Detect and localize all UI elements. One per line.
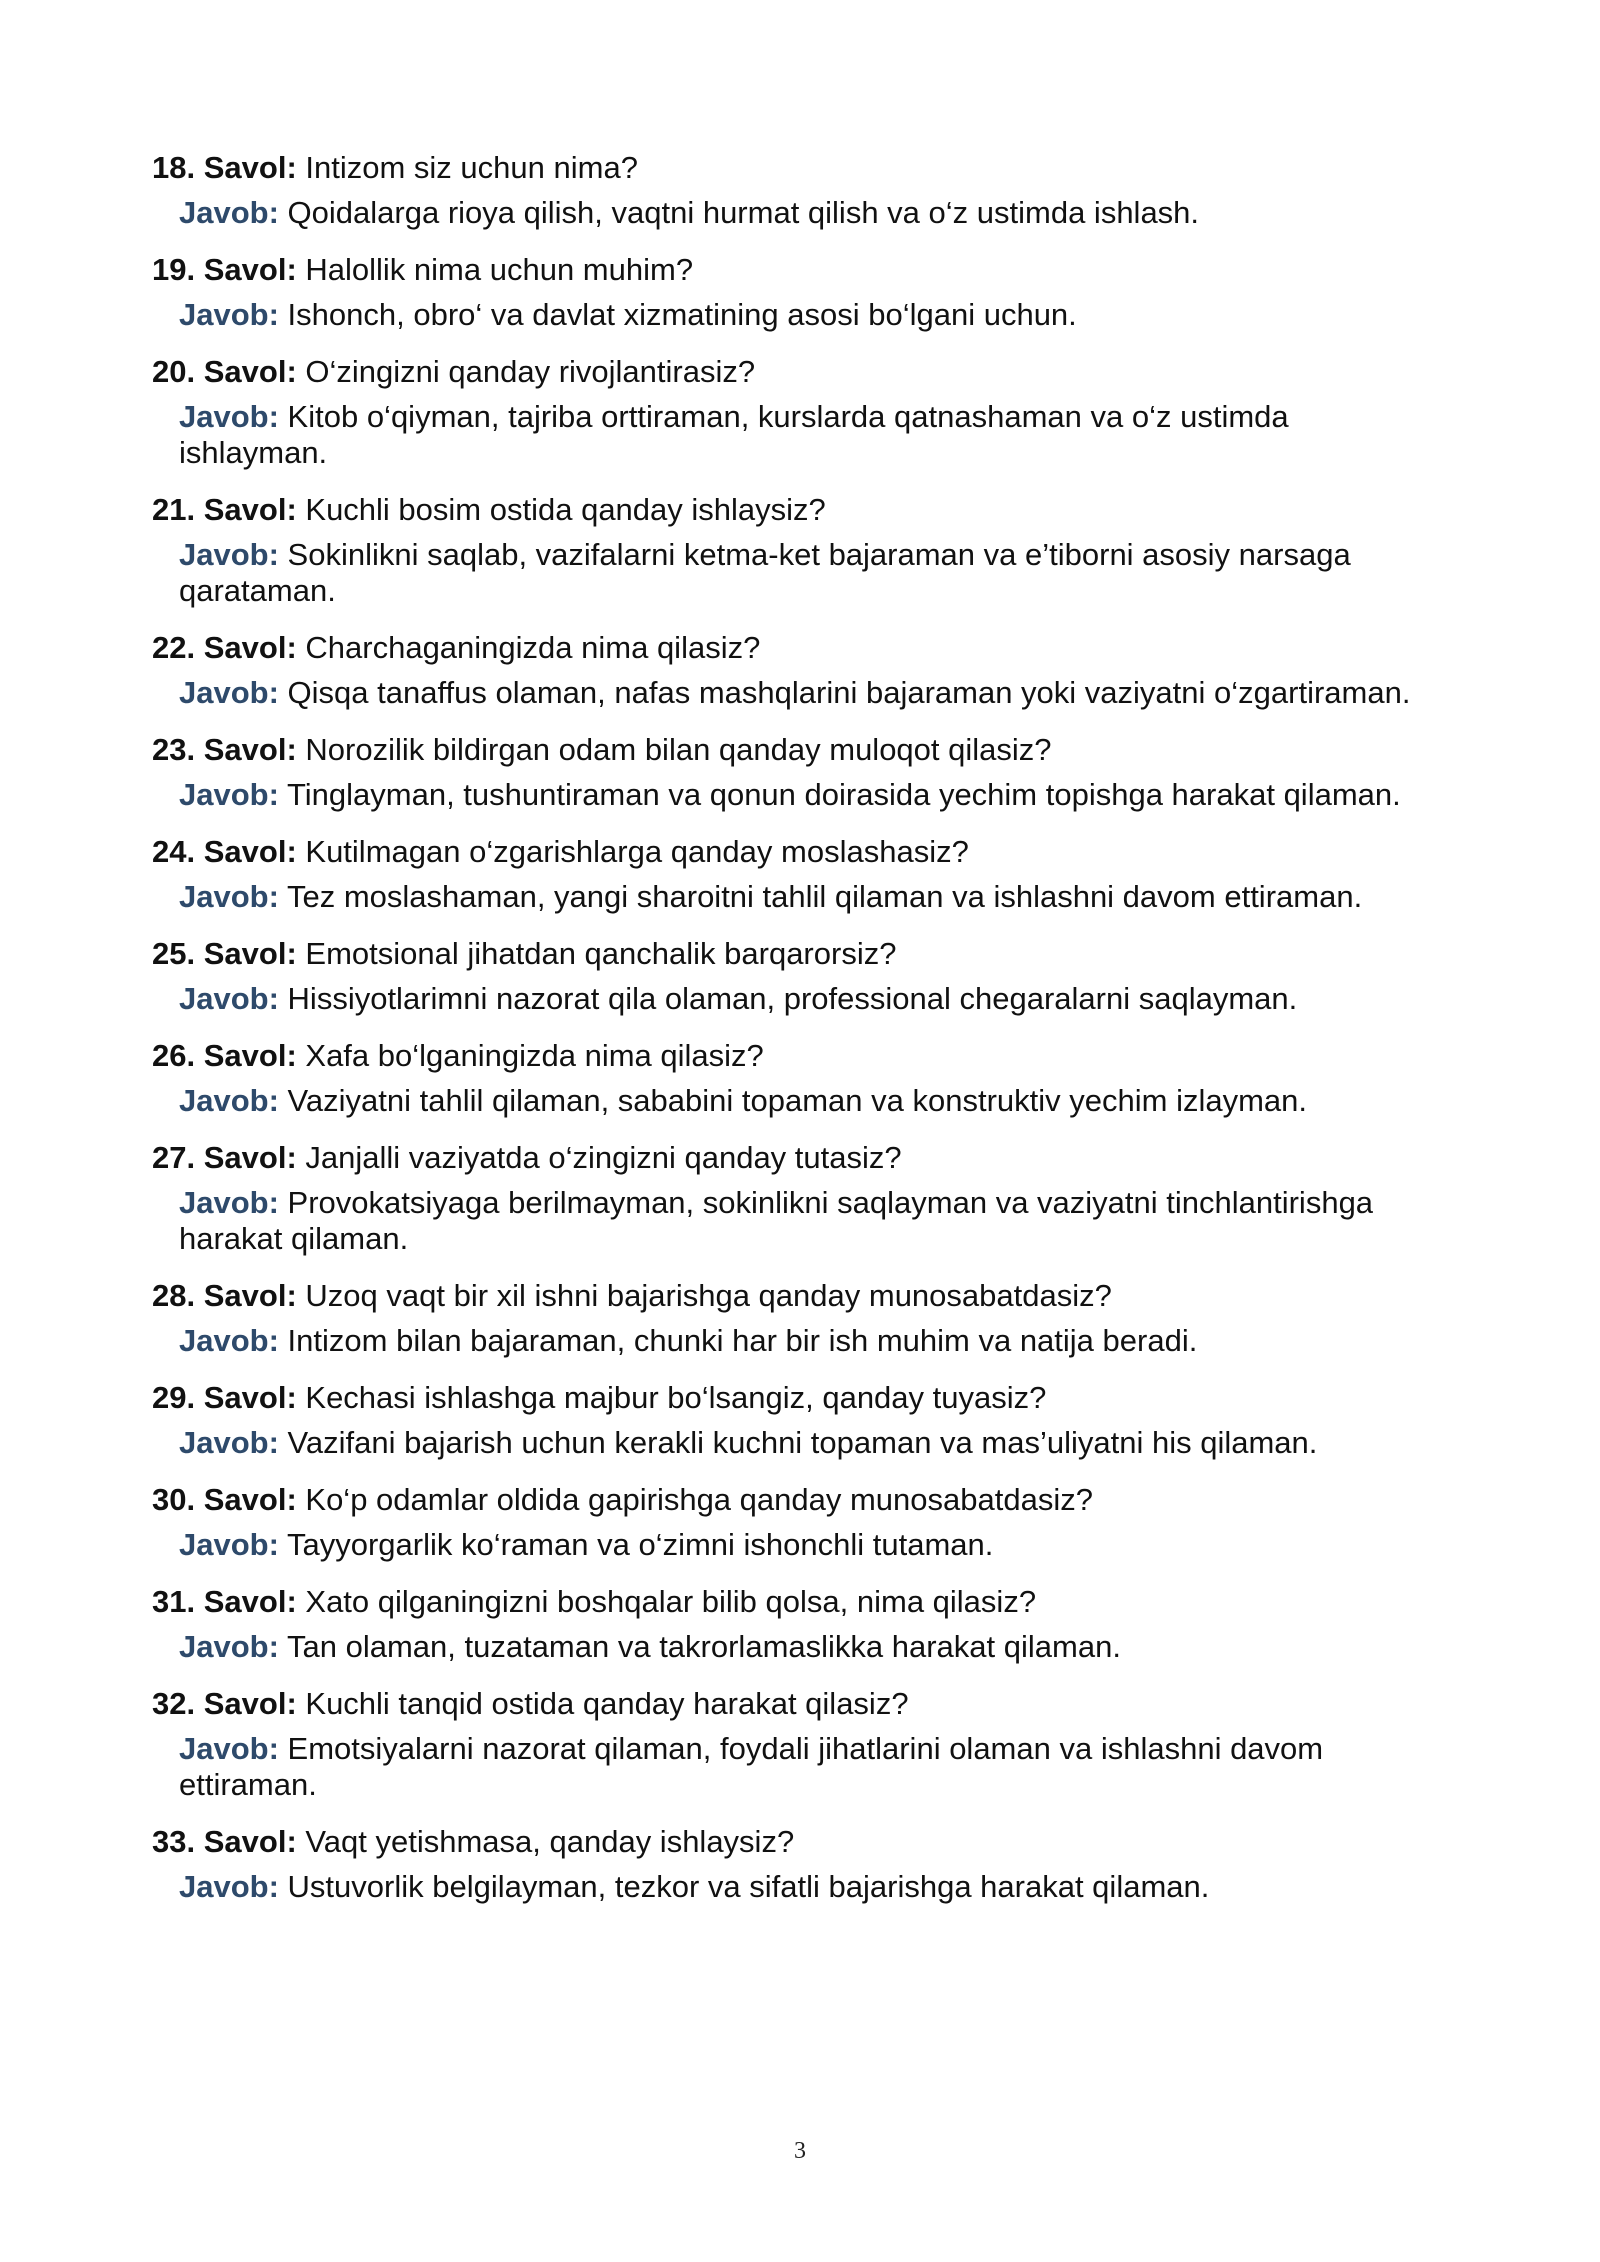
answer-text: Hissiyotlarimni nazorat qila olaman, professional chegaralarni saqlayman.	[287, 981, 1298, 1016]
answer	[179, 1185, 1442, 1257]
answer-label: Javob:	[179, 777, 279, 812]
question-label: Savol:	[203, 1140, 297, 1175]
question	[152, 1482, 1442, 1518]
question-text: Norozilik bildirgan odam bilan qanday muloqot qilasiz?	[305, 732, 1052, 767]
answer-label: Javob:	[179, 1083, 279, 1118]
answer	[179, 1425, 1442, 1461]
page-number: 3	[794, 2138, 806, 2164]
answer-text: Qisqa tanaffus olaman, nafas mashqlarini bajaraman yoki vaziyatni o‘zgartiraman.	[287, 675, 1411, 710]
answer-label: Javob:	[179, 1731, 279, 1766]
answer-label: Javob:	[179, 1425, 279, 1460]
qa-item	[152, 834, 1442, 915]
question-label: Savol:	[203, 1686, 297, 1721]
question	[152, 150, 1442, 186]
answer-label: Javob:	[179, 981, 279, 1016]
question-number: 32.	[152, 1686, 196, 1721]
question-text: O‘zingizni qanday rivojlantirasiz?	[305, 354, 756, 389]
question-number: 24.	[152, 834, 196, 869]
answer-text: Emotsiyalarni nazorat qilaman, foydali jihatlarini olaman va ishlashni davom ettiraman.	[179, 1731, 1324, 1802]
answer	[179, 1527, 1442, 1563]
qa-item	[152, 1482, 1442, 1563]
answer	[179, 297, 1442, 333]
qa-item	[152, 354, 1442, 471]
question-text: Kutilmagan o‘zgarishlarga qanday moslashasiz?	[305, 834, 969, 869]
question-text: Kuchli bosim ostida qanday ishlaysiz?	[305, 492, 826, 527]
answer-label: Javob:	[179, 1629, 279, 1664]
question-number: 25.	[152, 936, 196, 971]
question-text: Uzoq vaqt bir xil ishni bajarishga qanday munosabatdasiz?	[305, 1278, 1112, 1313]
answer-label: Javob:	[179, 1323, 279, 1358]
qa-list	[152, 150, 1442, 1926]
question-label: Savol:	[203, 834, 297, 869]
question-label: Savol:	[203, 1038, 297, 1073]
answer-text: Provokatsiyaga berilmayman, sokinlikni saqlayman va vaziyatni tinchlantirishga harakat qilaman.	[179, 1185, 1374, 1256]
question	[152, 1380, 1442, 1416]
question-number: 22.	[152, 630, 196, 665]
question	[152, 1686, 1442, 1722]
question	[152, 492, 1442, 528]
question-label: Savol:	[203, 1584, 297, 1619]
qa-item	[152, 630, 1442, 711]
answer	[179, 1731, 1442, 1803]
answer	[179, 195, 1442, 231]
question-text: Halollik nima uchun muhim?	[305, 252, 694, 287]
question-number: 33.	[152, 1824, 196, 1859]
answer	[179, 675, 1442, 711]
qa-item	[152, 732, 1442, 813]
answer	[179, 1629, 1442, 1665]
question	[152, 1824, 1442, 1860]
question-text: Ko‘p odamlar oldida gapirishga qanday munosabatdasiz?	[305, 1482, 1093, 1517]
question-text: Xafa bo‘lganingizda nima qilasiz?	[305, 1038, 764, 1073]
qa-item	[152, 150, 1442, 231]
answer	[179, 777, 1442, 813]
answer-text: Ustuvorlik belgilayman, tezkor va sifatli bajarishga harakat qilaman.	[287, 1869, 1210, 1904]
qa-item	[152, 936, 1442, 1017]
question-number: 28.	[152, 1278, 196, 1313]
question-label: Savol:	[203, 630, 297, 665]
answer-label: Javob:	[179, 537, 279, 572]
answer-text: Ishonch, obro‘ va davlat xizmatining asosi bo‘lgani uchun.	[287, 297, 1077, 332]
answer-text: Tayyorgarlik ko‘raman va o‘zimni ishonchli tutaman.	[286, 1527, 994, 1562]
question	[152, 630, 1442, 666]
question-label: Savol:	[203, 252, 297, 287]
answer-label: Javob:	[179, 297, 279, 332]
qa-item	[152, 1038, 1442, 1119]
question-text: Xato qilganingizni boshqalar bilib qolsa, nima qilasiz?	[305, 1584, 1037, 1619]
answer-label: Javob:	[179, 879, 279, 914]
question-number: 20.	[152, 354, 196, 389]
answer-label: Javob:	[179, 399, 279, 434]
question-text: Janjalli vaziyatda o‘zingizni qanday tutasiz?	[305, 1140, 902, 1175]
answer	[179, 537, 1442, 609]
question-number: 21.	[152, 492, 196, 527]
question-label: Savol:	[203, 354, 297, 389]
answer-text: Qoidalarga rioya qilish, vaqtni hurmat qilish va o‘z ustimda ishlash.	[287, 195, 1200, 230]
question-label: Savol:	[203, 1278, 297, 1313]
qa-item	[152, 252, 1442, 333]
question-label: Savol:	[203, 1380, 297, 1415]
answer-label: Javob:	[179, 1185, 279, 1220]
answer-label: Javob:	[179, 195, 279, 230]
question-text: Kechasi ishlashga majbur bo‘lsangiz, qanday tuyasiz?	[305, 1380, 1047, 1415]
answer-text: Tinglayman, tushuntiraman va qonun doirasida yechim topishga harakat qilaman.	[286, 777, 1401, 812]
question	[152, 732, 1442, 768]
answer-text: Kitob o‘qiyman, tajriba orttiraman, kurslarda qatnashaman va o‘z ustimda ishlayman.	[179, 399, 1289, 470]
question	[152, 1584, 1442, 1620]
question-number: 31.	[152, 1584, 196, 1619]
question-number: 30.	[152, 1482, 196, 1517]
question	[152, 1278, 1442, 1314]
answer	[179, 1323, 1442, 1359]
answer-text: Tez moslashaman, yangi sharoitni tahlil qilaman va ishlashni davom ettiraman.	[286, 879, 1363, 914]
question-label: Savol:	[203, 1824, 297, 1859]
answer	[179, 1869, 1442, 1905]
question	[152, 834, 1442, 870]
answer	[179, 981, 1442, 1017]
answer-text: Vazifani bajarish uchun kerakli kuchni topaman va mas’uliyatni his qilaman.	[287, 1425, 1318, 1460]
qa-item	[152, 1380, 1442, 1461]
question-label: Savol:	[203, 150, 297, 185]
question-label: Savol:	[203, 732, 297, 767]
answer	[179, 1083, 1442, 1119]
question-number: 18.	[152, 150, 196, 185]
question-text: Kuchli tanqid ostida qanday harakat qilasiz?	[305, 1686, 909, 1721]
question-text: Charchaganingizda nima qilasiz?	[305, 630, 761, 665]
question-text: Emotsional jihatdan qanchalik barqarorsiz?	[305, 936, 897, 971]
answer-text: Tan olaman, tuzataman va takrorlamaslikka harakat qilaman.	[286, 1629, 1121, 1664]
question-number: 19.	[152, 252, 196, 287]
qa-item	[152, 1824, 1442, 1905]
qa-item	[152, 1278, 1442, 1359]
question-number: 29.	[152, 1380, 196, 1415]
question	[152, 252, 1442, 288]
answer	[179, 399, 1442, 471]
question-number: 26.	[152, 1038, 196, 1073]
qa-item	[152, 1140, 1442, 1257]
question-text: Vaqt yetishmasa, qanday ishlaysiz?	[305, 1824, 795, 1859]
question	[152, 936, 1442, 972]
answer-text: Sokinlikni saqlab, vazifalarni ketma-ket bajaraman va e’tiborni asosiy narsaga qarataman.	[179, 537, 1351, 608]
question-number: 23.	[152, 732, 196, 767]
question-label: Savol:	[203, 936, 297, 971]
answer-label: Javob:	[179, 1527, 279, 1562]
question-label: Savol:	[203, 492, 297, 527]
question	[152, 1038, 1442, 1074]
question-text: Intizom siz uchun nima?	[305, 150, 638, 185]
question	[152, 1140, 1442, 1176]
question-label: Savol:	[203, 1482, 297, 1517]
answer-text: Vaziyatni tahlil qilaman, sababini topaman va konstruktiv yechim izlayman.	[287, 1083, 1308, 1118]
answer-label: Javob:	[179, 675, 279, 710]
qa-item	[152, 1686, 1442, 1803]
answer	[179, 879, 1442, 915]
question-number: 27.	[152, 1140, 196, 1175]
answer-text: Intizom bilan bajaraman, chunki har bir ish muhim va natija beradi.	[287, 1323, 1198, 1358]
answer-label: Javob:	[179, 1869, 279, 1904]
qa-item	[152, 492, 1442, 609]
qa-item	[152, 1584, 1442, 1665]
question	[152, 354, 1442, 390]
